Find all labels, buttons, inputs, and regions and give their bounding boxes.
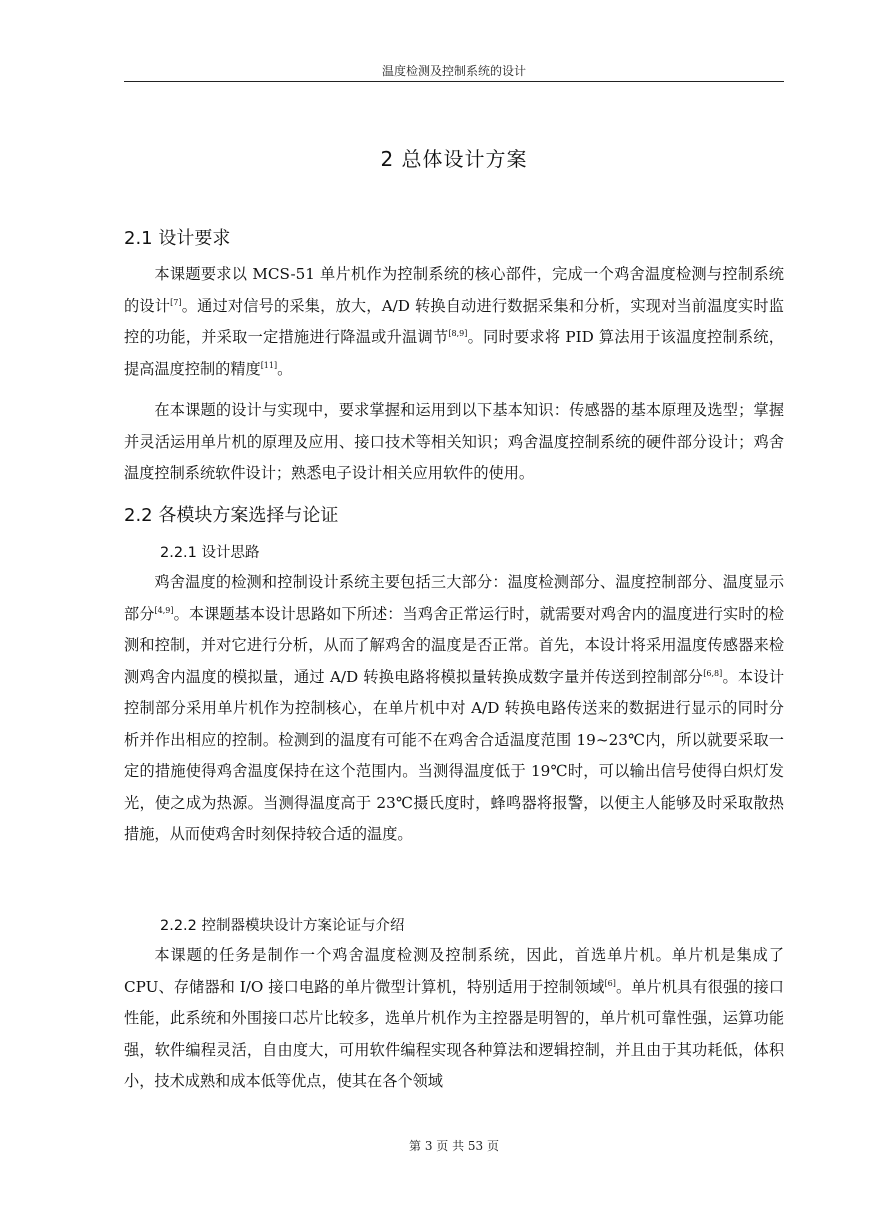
citation: [8,9] xyxy=(448,329,468,338)
chapter-title: 2 总体设计方案 xyxy=(380,147,528,171)
subsection-heading-2-2-2: 2.2.2 控制器模块设计方案论证与介绍 xyxy=(160,918,405,934)
section-heading-2-1: 2.1 设计要求 xyxy=(124,228,231,249)
paragraph-design-idea xyxy=(124,567,784,851)
subsection-heading-2-2-1: 2.2.1 设计思路 xyxy=(160,545,260,561)
section-heading-2-2: 2.2 各模块方案选择与论证 xyxy=(124,505,339,526)
paragraph-controller xyxy=(124,940,784,1098)
paragraph-text: 。本设计控制部分采用单片机作为控制核心，在单片机中对 A/D 转换电路传送来的数据进行显示的同时分析并作出相应的控制。检测到的温度有可能不在鸡舍合适温度范围 19~23℃内，所以就要采取一定的措施使得鸡舍温度保持在这个范围内。当测得温度低于 19℃时，可以输出信号使得白炽灯发光，使之成为热源。当测得温度高于 23℃摄氏度时，蜂鸣器将报警，以便主人能够及时采取散热措施，从而使鸡舍时刻保持较合适的温度。 xyxy=(124,667,785,843)
citation: [4,9] xyxy=(154,605,174,615)
paragraph-text: 鸡舍温度的检测和控制设计系统主要包括三大部分：温度检测部分、温度控制部分、温度显示部分 xyxy=(124,573,784,623)
paragraph-text: 。本课题基本设计思路如下所述：当鸡舍正常运行时，就需要对鸡舍内的温度进行实时的检测和控制，并对它进行分析，从而了解鸡舍的温度是否正常。首先，本设计将采用温度传感器来检测鸡舍内温度的模拟量，通过 A/D 转换电路将模拟量转换成数字量并传送到控制部分 xyxy=(124,604,785,686)
header-divider xyxy=(124,81,784,82)
paragraph-design-requirements xyxy=(124,259,784,385)
paragraph-text: 本课题的任务是制作一个鸡舍温度检测及控制系统，因此，首选单片机。单片机是集成了 CPU、存储器和 I/O 接口电路的单片微型计算机，特别适用于控制领域 xyxy=(124,946,784,996)
citation: [11] xyxy=(260,360,278,370)
paragraph-text: 本课题要求以 MCS-51 单片机作为控制系统的核心部件，完成一个鸡舍温度检测与控制系统的设计 xyxy=(124,265,784,315)
page-number: 第 3 页 共 53 页 xyxy=(409,1139,499,1153)
running-header: 温度检测及控制系统的设计 xyxy=(381,64,526,78)
citation: [6,8] xyxy=(703,668,723,678)
paragraph-text: 。通过对信号的采集，放大，A/D 转换自动进行数据采集和分析，实现对当前温度实时监控的功能，并采取一定措施进行降温或升温调节 xyxy=(124,296,784,346)
citation: [6] xyxy=(604,978,616,988)
paragraph-text: 。 xyxy=(277,359,293,378)
paragraph-text: 。同时要求将 PID 算法用于该温度控制系统，提高温度控制的精度 xyxy=(124,328,784,378)
paragraph-knowledge: 在本课题的设计与实现中，要求掌握和运用到以下基本知识：传感器的基本原理及选型；掌握并灵活运用单片机的原理及应用、接口技术等相关知识；鸡舍温度控制系统的硬件部分设计；鸡舍温度控制系统软件设计；熟悉电子设计相关应用软件的使用。 xyxy=(124,401,784,482)
paragraph-text: 。单片机具有很强的接口性能，此系统和外围接口芯片比较多，选单片机作为主控器是明智的，单片机可靠性强，运算功能强，软件编程灵活，自由度大，可用软件编程实现各种算法和逻辑控制，并且由于其功耗低，体积小，技术成熟和成本低等优点，使其在各个领域 xyxy=(124,977,784,1090)
citation: [7] xyxy=(170,297,182,307)
